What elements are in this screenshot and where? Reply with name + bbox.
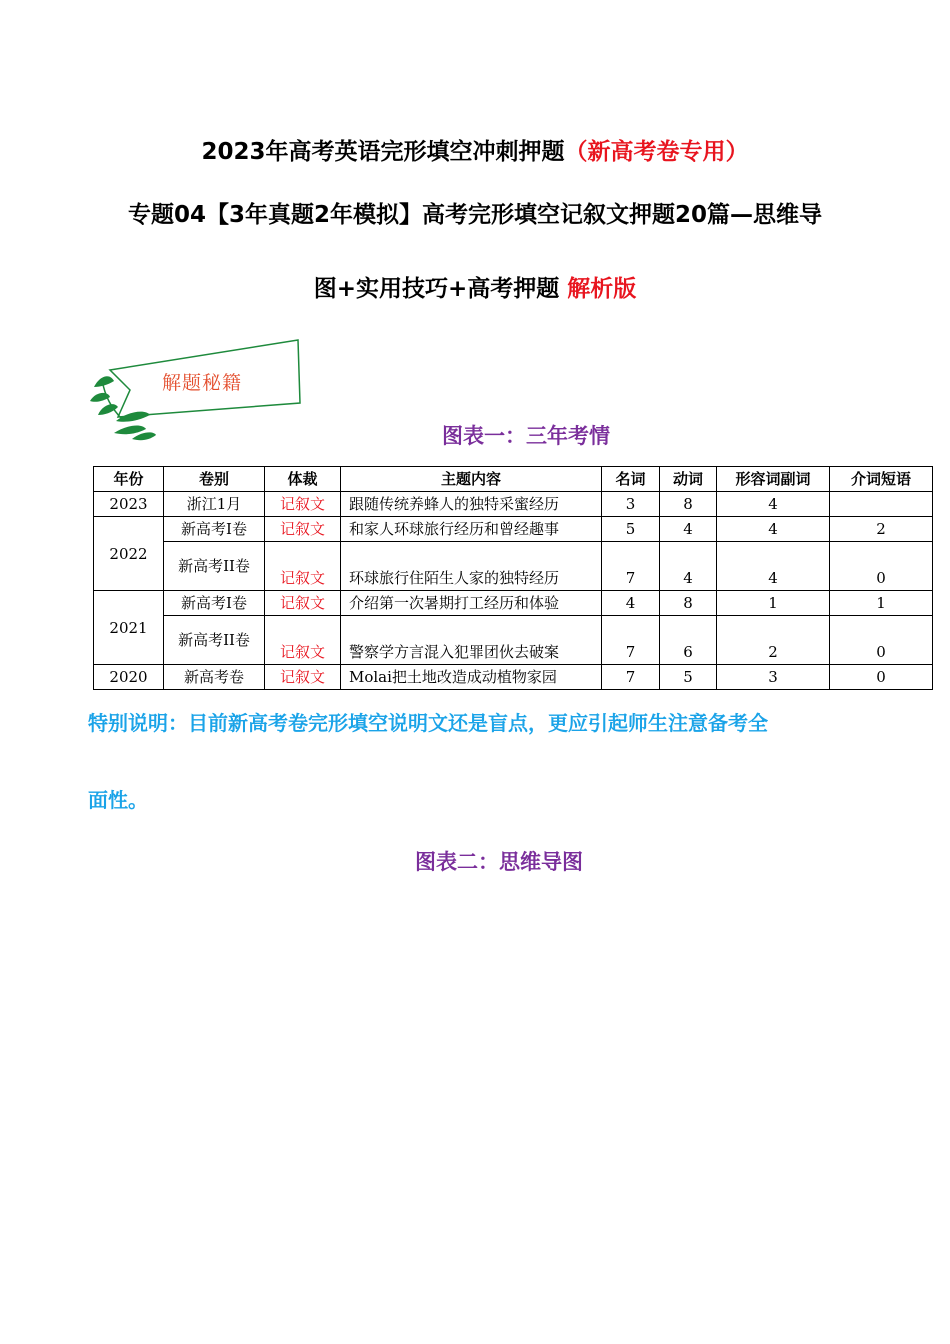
header-adj: 形容词副词 xyxy=(717,467,830,492)
cell-adj: 4 xyxy=(717,517,830,542)
cell-prep: 0 xyxy=(830,665,933,690)
cell-paper: 新高考I卷 xyxy=(164,591,265,616)
cell-prep: 1 xyxy=(830,591,933,616)
cell-topic: 介绍第一次暑期打工经历和体验 xyxy=(341,591,602,616)
cell-genre: 记叙文 xyxy=(265,665,341,690)
cell-paper: 浙江1月 xyxy=(164,492,265,517)
cell-topic: Molai把土地改造成动植物家园 xyxy=(341,665,602,690)
cell-year: 2022 xyxy=(94,517,164,591)
title-line3-main: 图+实用技巧+高考押题 xyxy=(313,276,568,302)
cell-year: 2020 xyxy=(94,665,164,690)
header-year: 年份 xyxy=(94,467,164,492)
cell-genre: 记叙文 xyxy=(265,591,341,616)
document-title-line1 xyxy=(0,134,950,170)
cell-adj: 2 xyxy=(717,616,830,665)
cell-prep xyxy=(830,492,933,517)
cell-adj: 4 xyxy=(717,542,830,591)
cell-verb: 4 xyxy=(660,542,717,591)
cell-year: 2023 xyxy=(94,492,164,517)
table-header-row xyxy=(94,467,933,492)
cell-noun: 4 xyxy=(602,591,660,616)
cell-verb: 5 xyxy=(660,665,717,690)
document-title-line2: 专题04【3年真题2年模拟】高考完形填空记叙文押题20篇—思维导 xyxy=(127,202,823,228)
header-paper: 卷别 xyxy=(164,467,265,492)
cell-paper: 新高考II卷 xyxy=(164,542,265,591)
table-row xyxy=(94,616,933,665)
chart1-title: 图表一：三年考情 xyxy=(442,424,610,448)
title-edition-red: 解析版 xyxy=(567,276,637,302)
special-note-line2: 面性。 xyxy=(88,788,148,812)
header-verb: 动词 xyxy=(660,467,717,492)
cell-noun: 7 xyxy=(602,616,660,665)
table-row xyxy=(94,492,933,517)
cell-paper: 新高考卷 xyxy=(164,665,265,690)
table-row xyxy=(94,517,933,542)
table-row xyxy=(94,591,933,616)
cell-adj: 3 xyxy=(717,665,830,690)
table-row xyxy=(94,542,933,591)
cell-noun: 7 xyxy=(602,542,660,591)
cell-noun: 5 xyxy=(602,517,660,542)
cell-prep: 0 xyxy=(830,542,933,591)
cell-genre: 记叙文 xyxy=(265,616,341,665)
cell-topic: 跟随传统养蜂人的独特采蜜经历 xyxy=(341,492,602,517)
table-row xyxy=(94,665,933,690)
header-genre: 体裁 xyxy=(265,467,341,492)
cell-topic: 和家人环球旅行经历和曾经趣事 xyxy=(341,517,602,542)
special-note-line1: 特别说明：目前新高考卷完形填空说明文还是盲点，更应引起师生注意备考全 xyxy=(88,711,768,735)
cell-year: 2021 xyxy=(94,591,164,665)
cell-verb: 4 xyxy=(660,517,717,542)
cell-prep: 0 xyxy=(830,616,933,665)
cell-genre: 记叙文 xyxy=(265,542,341,591)
title-main: 2023年高考英语完形填空冲刺押题 xyxy=(201,139,565,165)
exam-table xyxy=(93,466,933,690)
cell-noun: 3 xyxy=(602,492,660,517)
cell-topic: 环球旅行住陌生人家的独特经历 xyxy=(341,542,602,591)
cell-prep: 2 xyxy=(830,517,933,542)
cell-adj: 1 xyxy=(717,591,830,616)
cell-genre: 记叙文 xyxy=(265,492,341,517)
badge-label: 解题秘籍 xyxy=(162,372,243,394)
header-prep: 介词短语 xyxy=(830,467,933,492)
cell-adj: 4 xyxy=(717,492,830,517)
cell-paper: 新高考II卷 xyxy=(164,616,265,665)
cell-verb: 6 xyxy=(660,616,717,665)
chart2-title: 图表二：思维导图 xyxy=(415,850,583,874)
cell-noun: 7 xyxy=(602,665,660,690)
cell-genre: 记叙文 xyxy=(265,517,341,542)
cell-verb: 8 xyxy=(660,492,717,517)
document-title-line3 xyxy=(0,271,950,307)
title-subtitle-red: （新高考卷专用） xyxy=(564,139,749,165)
cell-paper: 新高考I卷 xyxy=(164,517,265,542)
cell-verb: 8 xyxy=(660,591,717,616)
header-noun: 名词 xyxy=(602,467,660,492)
header-topic: 主题内容 xyxy=(341,467,602,492)
cell-topic: 警察学方言混入犯罪团伙去破案 xyxy=(341,616,602,665)
